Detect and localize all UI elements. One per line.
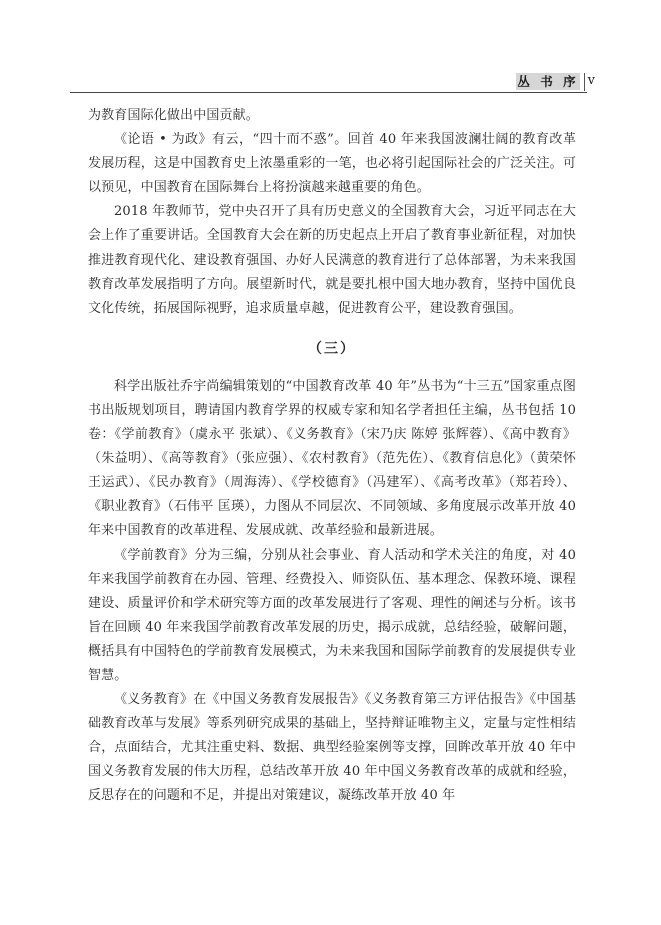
page-number: v bbox=[587, 73, 595, 88]
paragraph-1: 为教育国际化做出中国贡献。 bbox=[88, 108, 259, 123]
paragraph-4: 科学出版社乔宇尚编辑策划的“中国教育改革 40 年”丛书为“十三五”国家重点图书出版规划项目，聘请国内教育学界的权威专家和知名学者担任主编，丛书包括 10 卷：《学前教育》（虞永平 张斌）、《义务教育》（宋乃庆 陈婷 张辉蓉）、《高中教育》（朱益明）、《高等教育》（张应强）、《农村教育》（范先佐）、《教育信息化》（黄荣怀 王运武）、《民办教育》（周海涛）、《学校德育》（冯建军）、《高考改革》（郑若玲）、《职业教育》（石伟平 匡瑛），力图从不同层次、不同领域、多角度展示改革开放 40 年来中国教育的改革进程、发展成就、改革经验和最新进展。 bbox=[88, 378, 576, 539]
running-title: 丛 书 序 bbox=[517, 74, 579, 89]
header-separator bbox=[584, 73, 585, 91]
running-header bbox=[0, 72, 661, 94]
section-heading: （三） bbox=[308, 340, 356, 357]
page-body bbox=[88, 104, 576, 809]
paragraph-2: 《论语 • 为政》有云，“四十而不惑”。回首 40 年来我国波澜壮阔的教育改革发展历程，这是中国教育史上浓墨重彩的一笔，也必将引起国际社会的广泛关注。可以预见，中国教育在国际舞台上将扮演越来越重要的角色。 bbox=[88, 132, 576, 196]
paragraph-5: 《学前教育》分为三编，分别从社会事业、育人活动和学术关注的角度，对 40 年来我国学前教育在办园、管理、经费投入、师资队伍、基本理念、保教环境、课程建设、质量评价和学术研究等方面的改革发展进行了客观、理性的阐述与分析。该书旨在回顾 40 年来我国学前教育改革发展的历史，揭示成就，总结经验，破解问题，概括具有中国特色的学前教育发展模式，为未来我国和国际学前教育的发展提供专业智慧。 bbox=[88, 547, 576, 683]
paragraph-6: 《义务教育》在《中国义务教育发展报告》《义务教育第三方评估报告》《中国基础教育改革与发展》等系列研究成果的基础上，坚持辩证唯物主义，定量与定性相结合，点面结合，尤其注重史料、数据、典型经验案例等支撑，回眸改革开放 40 年中国义务教育发展的伟大历程，总结改革开放 40 年中国义务教育改革的成就和经验，反思存在的问题和不足，并提出对策建议，凝练改革开放 40 年 bbox=[88, 692, 576, 804]
header-rule bbox=[70, 92, 587, 93]
paragraph-3: 2018 年教师节，党中央召开了具有历史意义的全国教育大会，习近平同志在大会上作了重要讲话。全国教育大会在新的历史起点上开启了教育事业新征程，对加快推进教育现代化、建设教育强国、办好人民满意的教育进行了总体部署，为未来我国教育改革发展指明了方向。展望新时代，就是要扎根中国大地办教育，坚持中国优良文化传统，拓展国际视野，追求质量卓越，促进教育公平，建设教育强国。 bbox=[88, 204, 576, 316]
